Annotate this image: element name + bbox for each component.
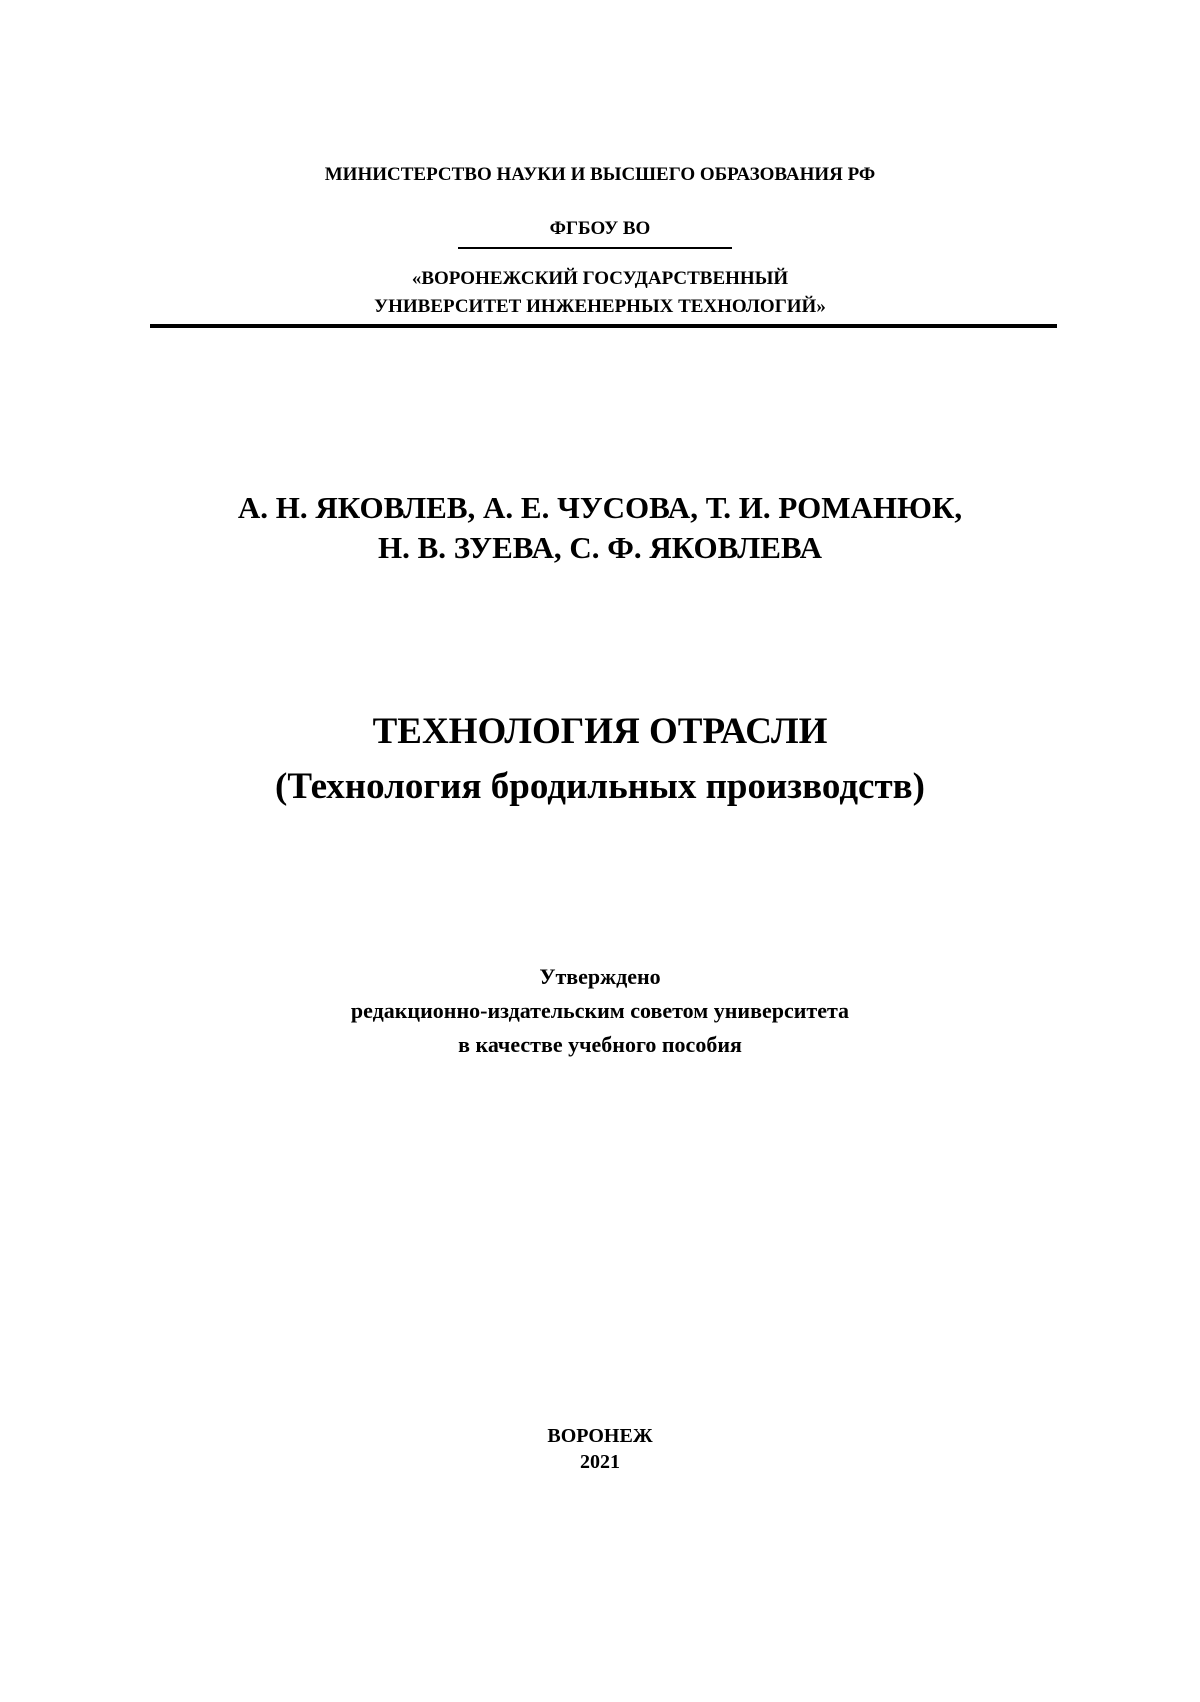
approval-line-1: Утверждено [539,964,661,989]
org-type-underline [458,247,732,249]
header-divider [150,324,1057,328]
imprint-year: 2021 [580,1451,620,1473]
book-title: ТЕХНОЛОГИЯ ОТРАСЛИ [372,711,828,752]
university-name-line-2: УНИВЕРСИТЕТ ИНЖЕНЕРНЫХ ТЕХНОЛОГИЙ» [374,296,826,317]
university-name-line-1: «ВОРОНЕЖСКИЙ ГОСУДАРСТВЕННЫЙ [411,268,789,289]
org-type: ФГБОУ ВО [549,218,651,239]
imprint-city: ВОРОНЕЖ [547,1425,653,1447]
authors-line-1: А. Н. ЯКОВЛЕВ, А. Е. ЧУСОВА, Т. И. РОМАНЮК, [237,490,963,525]
ministry-name: МИНИСТЕРСТВО НАУКИ И ВЫСШЕГО ОБРАЗОВАНИЯ РФ [324,164,876,185]
approval-line-3: в качестве учебного пособия [458,1032,742,1057]
authors-line-2: Н. В. ЗУЕВА, С. Ф. ЯКОВЛЕВА [377,530,823,565]
approval-line-2: редакционно-издательским советом университета [350,998,850,1023]
book-subtitle: (Технология бродильных производств) [275,766,925,807]
